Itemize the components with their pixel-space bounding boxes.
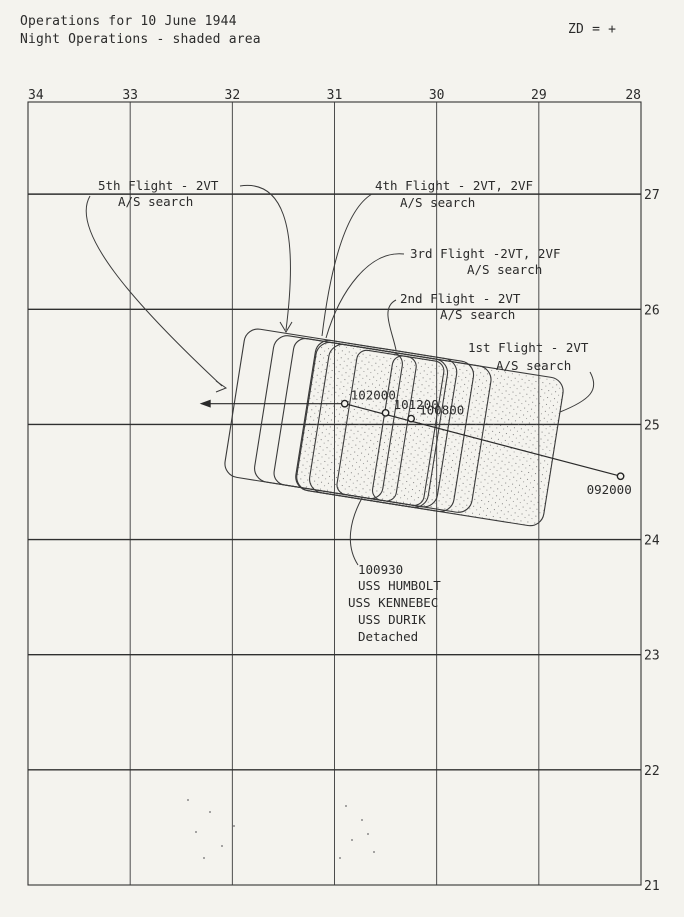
longitude-tick-label: 33	[122, 88, 138, 103]
flight-labels	[98, 178, 589, 373]
longitude-tick-label: 34	[28, 88, 44, 103]
page-subtitle: Night Operations - shaded area	[20, 32, 261, 47]
track-point-marker	[617, 473, 623, 479]
track-point-label: 101200	[393, 396, 439, 412]
page-title: Operations for 10 June 1944	[20, 14, 237, 29]
longitude-tick-label: 29	[531, 88, 547, 103]
track-point-label: 102000	[350, 387, 396, 403]
latitude-tick-label: 23	[644, 648, 660, 664]
latitude-labels	[644, 188, 660, 894]
latitude-tick-label: 25	[644, 418, 660, 434]
latitude-tick-label: 21	[644, 879, 660, 894]
flight-5-line2: A/S search	[118, 194, 194, 209]
latitude-tick-label: 22	[644, 763, 660, 779]
longitude-tick-label: 31	[326, 88, 343, 103]
flight-4-line2: A/S search	[400, 195, 476, 210]
flight-2-line2: A/S search	[440, 307, 516, 322]
paper-specks	[187, 799, 375, 859]
flight-3-line2: A/S search	[467, 262, 543, 277]
zone-label: ZD = +	[568, 22, 617, 37]
flight-3-line1: 3rd Flight -2VT, 2VF	[410, 246, 561, 261]
track-point-label: 100800	[419, 402, 465, 418]
longitude-tick-label: 32	[224, 88, 241, 103]
track-point-marker	[382, 410, 388, 416]
flight-1-line2: A/S search	[496, 358, 572, 373]
flight-2-line1: 2nd Flight - 2VT	[400, 291, 521, 306]
latitude-tick-label: 26	[644, 303, 660, 319]
detached-ship-3: USS DURIK	[358, 612, 426, 627]
detached-time: 100930	[358, 562, 404, 577]
detached-ship-2: USS KENNEBEC	[348, 595, 439, 610]
latitude-tick-label: 27	[644, 188, 660, 204]
longitude-tick-label: 28	[625, 88, 641, 103]
detached-note	[348, 562, 441, 644]
detached-ship-1: USS HUMBOLT	[358, 578, 441, 593]
track-point-label: 092000	[586, 482, 632, 498]
latitude-tick-label: 24	[644, 533, 660, 549]
flight-5-line1: 5th Flight - 2VT	[98, 178, 219, 193]
flight-1-line1: 1st Flight - 2VT	[468, 340, 589, 355]
track-point-marker	[342, 400, 348, 406]
track-arrow-head	[200, 400, 211, 408]
track-point-marker	[408, 415, 414, 421]
longitude-labels	[28, 88, 641, 103]
detached-status: Detached	[358, 629, 419, 644]
flight-4-line1: 4th Flight - 2VT, 2VF	[375, 178, 534, 193]
longitude-tick-label: 30	[428, 88, 445, 103]
